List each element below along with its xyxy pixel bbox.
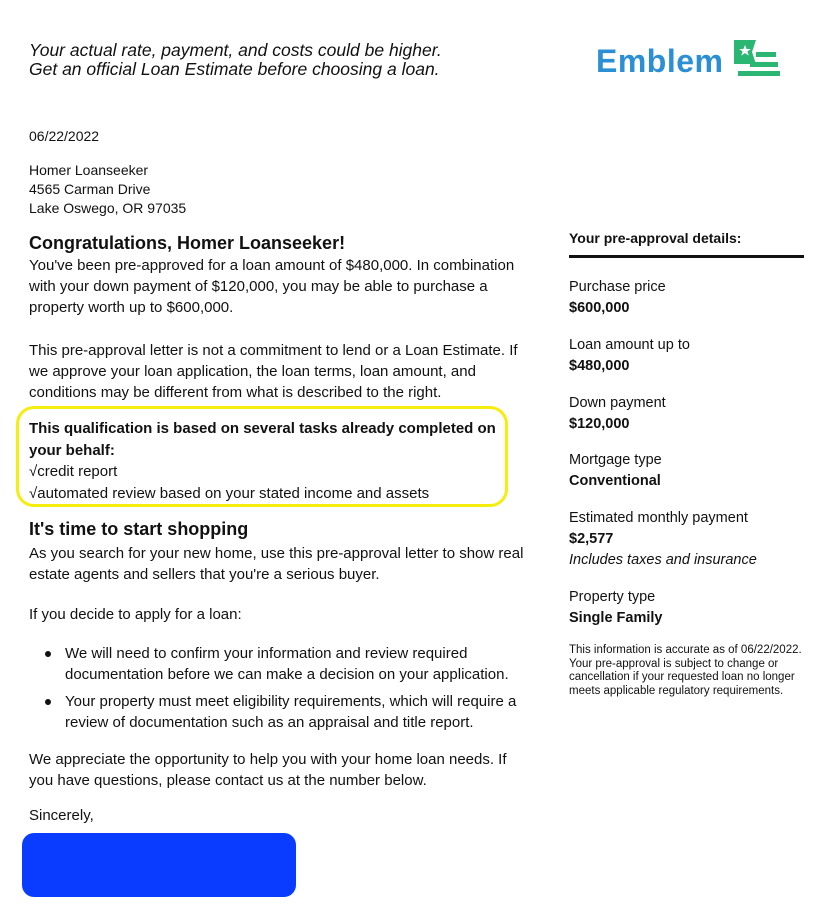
loan-amount-label: Loan amount up to	[569, 337, 690, 353]
emblem-logo	[596, 38, 796, 82]
property-type-detail	[569, 587, 662, 629]
monthly-payment-detail	[569, 508, 757, 571]
qualification-item-credit: √credit report	[29, 463, 118, 480]
recipient-address	[29, 161, 186, 218]
list-item	[29, 643, 529, 685]
apply-intro: If you decide to apply for a loan:	[29, 606, 242, 623]
accuracy-fine-print: This information is accurate as of 06/22/2022. Your pre-approval is subject to change or cancellation if your requested loan no longer meets applicable regulatory requirements.	[569, 644, 802, 697]
logo-text: Emblem	[596, 43, 724, 79]
shopping-paragraph: As you search for your new home, use this pre-approval letter to show real estate agents and sellers that you're a serious buyer.	[29, 545, 524, 583]
mortgage-type-detail	[569, 450, 662, 492]
preapproval-paragraph: You've been pre-approved for a loan amount of $480,000. In combination with your down payment of $120,000, you may be able to purchase a property worth up to $600,000.	[29, 257, 515, 316]
monthly-payment-note: Includes taxes and insurance	[569, 552, 757, 568]
bullet-text: We will need to confirm your information and review required documentation before we can make a decision on your application.	[65, 645, 509, 683]
commitment-paragraph: This pre-approval letter is not a commitment to lend or a Loan Estimate. If we approve your loan application, the loan terms, loan amount, and conditions may be different from what is described to the right.	[29, 342, 518, 401]
flag-star-icon	[730, 38, 782, 80]
letter-date: 06/22/2022	[29, 128, 100, 144]
list-item	[29, 691, 529, 733]
apply-requirements-list	[29, 643, 529, 739]
details-heading: Your pre-approval details:	[569, 230, 742, 246]
recipient-city: Lake Oswego, OR 97035	[29, 200, 187, 216]
purchase-price-label: Purchase price	[569, 279, 666, 295]
down-payment-label: Down payment	[569, 395, 666, 411]
purchase-price-detail	[569, 277, 666, 319]
property-type-label: Property type	[569, 589, 656, 605]
disclaimer-line-2: Get an official Loan Estimate before choosing a loan.	[29, 59, 440, 79]
qualification-block	[29, 418, 514, 504]
shopping-heading: It's time to start shopping	[29, 519, 249, 539]
congrats-heading: Congratulations, Homer Loanseeker!	[29, 233, 346, 253]
recipient-street: 4565 Carman Drive	[29, 181, 151, 197]
bullet-text: Your property must meet eligibility requirements, which will require a review of documentation such as an appraisal and title report.	[65, 693, 517, 731]
loan-amount-detail	[569, 335, 690, 377]
mortgage-type-label: Mortgage type	[569, 452, 662, 468]
monthly-payment-value: $2,577	[569, 531, 614, 547]
disclaimer-line-1: Your actual rate, payment, and costs could be higher.	[29, 40, 442, 60]
recipient-name: Homer Loanseeker	[29, 162, 149, 178]
qualification-item-review: √automated review based on your stated income and assets	[29, 484, 430, 502]
purchase-price-value: $600,000	[569, 300, 630, 316]
down-payment-detail	[569, 393, 666, 435]
qualification-heading: This qualification is based on several tasks already completed on your behalf:	[29, 420, 496, 459]
details-divider	[569, 255, 804, 258]
appreciation-paragraph: We appreciate the opportunity to help you with your home loan needs. If you have questions, please contact us at the number below.	[29, 751, 507, 789]
loan-amount-value: $480,000	[569, 358, 630, 374]
closing: Sincerely,	[29, 807, 94, 824]
mortgage-type-value: Conventional	[569, 473, 661, 489]
bullet-icon	[45, 699, 51, 705]
bullet-icon	[45, 651, 51, 657]
loan-estimate-disclaimer	[29, 41, 442, 79]
redacted-signature	[22, 833, 296, 897]
monthly-payment-label: Estimated monthly payment	[569, 510, 748, 526]
down-payment-value: $120,000	[569, 416, 630, 432]
property-type-value: Single Family	[569, 610, 663, 626]
